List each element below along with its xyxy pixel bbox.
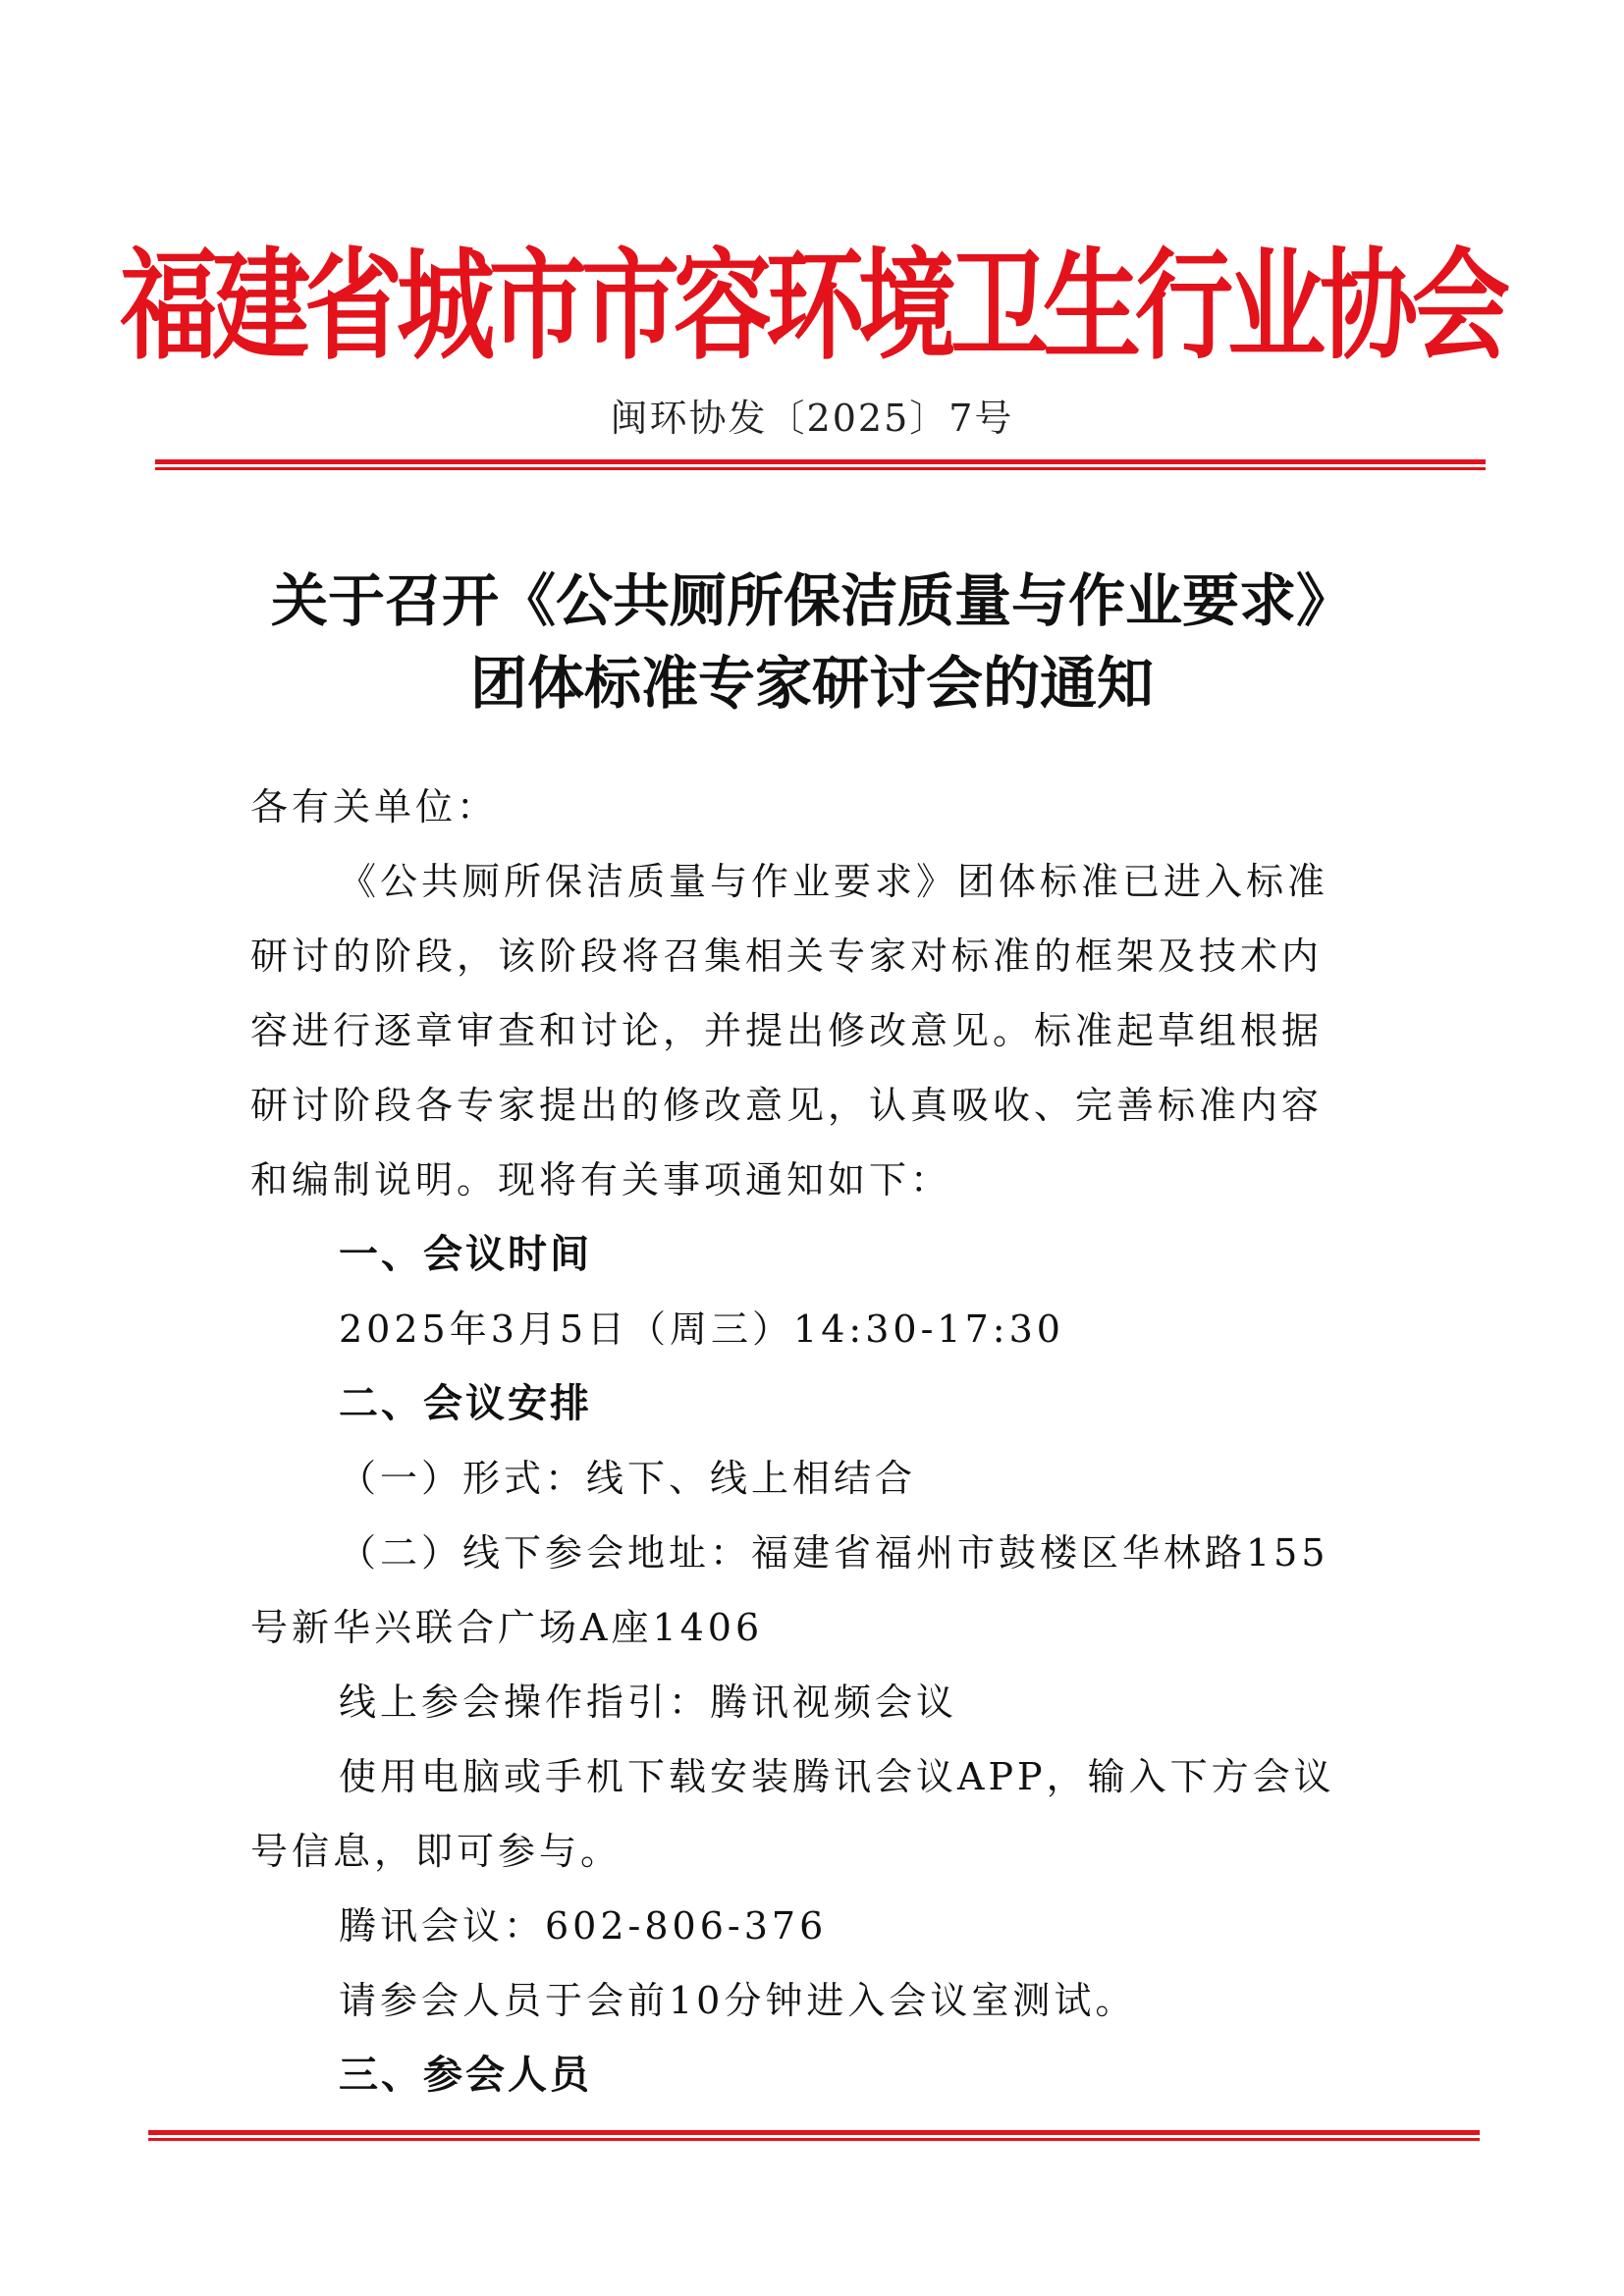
arrangement-format: （一）形式：线下、线上相结合 [339,1457,917,1500]
organization-header: 福建省城市市容环境卫生行业协会 [120,235,1504,377]
document-title-line-1: 关于召开《公共厕所保洁质量与作业要求》 [270,567,1353,634]
document-title-line-2: 团体标准专家研讨会的通知 [469,650,1154,717]
intro-line-1: 《公共厕所保洁质量与作业要求》团体标准已进入标准 [339,860,1329,903]
header-red-rule [155,459,1486,471]
section-heading-arrangement: 二、会议安排 [339,1381,592,1426]
online-guide: 线上参会操作指引：腾讯视频会议 [339,1681,958,1724]
footer-red-rule [148,2130,1480,2142]
offline-address-line-1: （二）线下参会地址：福建省福州市鼓楼区华林路155 [339,1531,1329,1575]
meeting-id: 腾讯会议：602-806-376 [339,1904,828,1948]
online-instructions-line-1: 使用电脑或手机下载安装腾讯会议APP，输入下方会议 [339,1755,1335,1798]
intro-line-4: 研讨阶段各专家提出的修改意见，认真吸收、完善标准内容 [250,1084,1324,1127]
section-heading-participants: 三、参会人员 [339,2053,592,2098]
intro-line-2: 研讨的阶段，该阶段将召集相关专家对标准的框架及技术内 [250,934,1324,978]
section-heading-meeting-time: 一、会议时间 [339,1232,592,1277]
offline-address-line-2: 号新华兴联合广场A座1406 [250,1606,764,1649]
intro-line-3: 容进行逐章审查和讨论，并提出修改意见。标准起草组根据 [250,1009,1324,1052]
online-instructions-line-2: 号信息，即可参与。 [250,1830,623,1873]
test-notice: 请参会人员于会前10分钟进入会议室测试。 [339,1979,1137,2022]
document-number: 闽环协发〔2025〕7号 [610,397,1014,440]
meeting-time: 2025年3月5日（周三）14:30-17:30 [339,1308,1064,1351]
salutation: 各有关单位： [250,785,499,828]
intro-line-5: 和编制说明。现将有关事项通知如下： [250,1158,952,1201]
